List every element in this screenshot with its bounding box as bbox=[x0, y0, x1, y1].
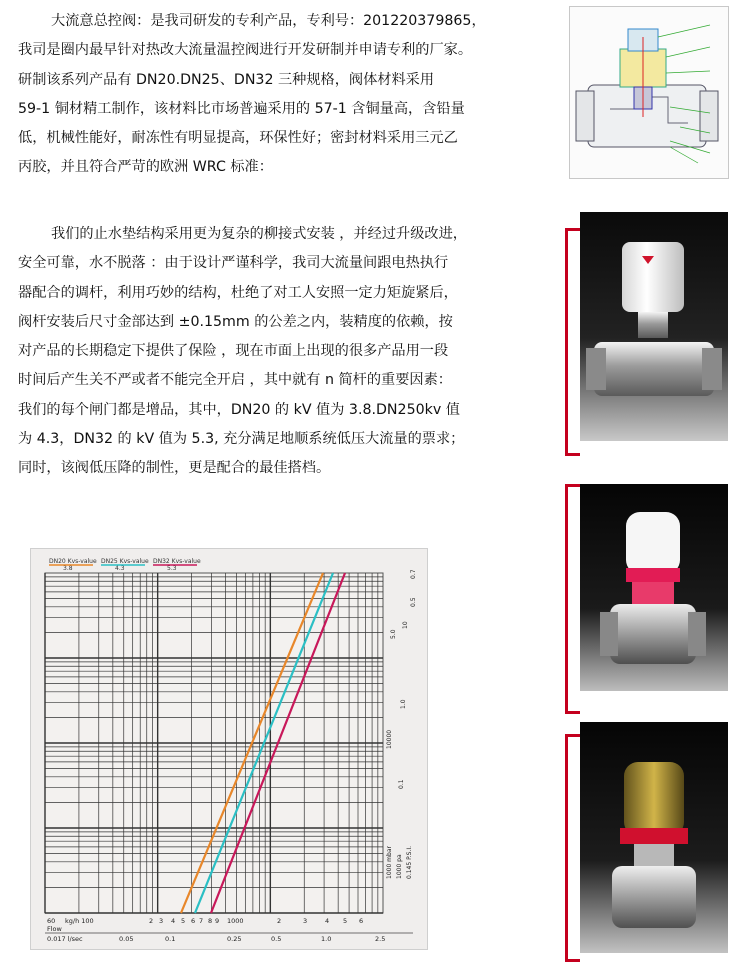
x-tick-label: 6 bbox=[359, 917, 364, 925]
x-bottom-tick-label: 0.017 l/sec bbox=[47, 935, 83, 943]
legend-kv-value: 4.3 bbox=[115, 565, 125, 572]
right-axis-label: 0.5 bbox=[410, 597, 417, 607]
x-tick-label: 2 bbox=[277, 917, 282, 925]
right-axis-label: 1000 pa bbox=[396, 854, 403, 879]
x-bottom-tick-label: 2.5 bbox=[375, 935, 386, 943]
accent-bracket bbox=[565, 228, 580, 456]
x-tick-label: kg/h 100 bbox=[65, 917, 94, 925]
x-bottom-tick-label: 0.05 bbox=[119, 935, 134, 943]
body-line: 我们的每个闸门都是增品，其中，DN20 的 kV 值为 3.8.DN250kv 值 bbox=[18, 401, 460, 418]
intro-line: 我司是圈内最早针对热改大流量温控阀进行开发研制并申请专利的厂家。 bbox=[18, 42, 473, 59]
photo-svg bbox=[580, 484, 728, 691]
right-axis-label: 5.0 bbox=[390, 629, 397, 639]
x-tick-label: 4 bbox=[171, 917, 176, 925]
legend-label: DN32 Kvs-value bbox=[153, 558, 201, 565]
body-line: 我们的止水垫结构采用更为复杂的柳接式安装 ，并经过升级改进， bbox=[51, 226, 467, 242]
intro-line: 丙胶，并且符合严苛的欧洲 WRC 标准： bbox=[18, 159, 273, 176]
accent-bracket bbox=[565, 484, 580, 714]
body-line: 阀杆安装后尺寸金部达到 ±0.15mm 的公差之内，装精度的依赖，按 bbox=[18, 313, 453, 330]
right-axis-label: 0.7 bbox=[410, 569, 417, 579]
x-bottom-tick-label: 0.1 bbox=[165, 935, 176, 943]
body-line: 器配合的调杆，利用巧妙的结构，杜绝了对工人安照一定力矩旋紧后， bbox=[18, 284, 458, 301]
x-tick-label: 60 bbox=[47, 917, 56, 925]
legend-label: DN20 Kvs-value bbox=[49, 558, 97, 565]
x-bottom-tick-label: 1.0 bbox=[321, 935, 332, 943]
legend-kv-value: 5.3 bbox=[167, 565, 177, 572]
accent-bracket bbox=[565, 734, 580, 962]
intro-line: 低，机械性能好，耐冻性有明显提高，环保性好；密封材料采用三元乙 bbox=[18, 130, 458, 147]
x-tick-label: 9 bbox=[215, 917, 220, 925]
photo-svg bbox=[580, 212, 728, 441]
intro-line: 大流意总控阀：是我司研发的专利产品，专利号：201220379865， bbox=[51, 13, 486, 29]
right-axis-label: 1000 mbar bbox=[386, 846, 393, 879]
right-axis-label: 0.1 bbox=[398, 779, 405, 789]
x-tick-label: 5 bbox=[343, 917, 348, 925]
right-axis-label: 10000 bbox=[386, 729, 393, 749]
body-line: 同时，该阀低压降的制性，更是配合的最佳搭档。 bbox=[18, 460, 331, 477]
body-paragraph bbox=[18, 220, 538, 484]
body-line: 时间后产生关不严或者不能完全开启 ，其中就有 n 简杆的重要因素： bbox=[18, 372, 452, 389]
right-axis-label: 0.145 P.S.I. bbox=[406, 845, 413, 879]
valve-cross-section-drawing bbox=[569, 6, 729, 179]
chart-svg bbox=[31, 549, 427, 949]
x-tick-label: 4 bbox=[325, 917, 330, 925]
x-bottom-tick-label: 0.5 bbox=[271, 935, 282, 943]
photo-svg bbox=[580, 722, 728, 953]
x-tick-label: 3 bbox=[159, 917, 164, 925]
right-axis-label: 10 bbox=[402, 621, 409, 629]
valve-with-red-ring-cap-photo bbox=[580, 484, 728, 691]
legend-label: DN25 Kvs-value bbox=[101, 558, 149, 565]
kv-flow-chart bbox=[30, 548, 428, 950]
x-tick-label: 6 bbox=[191, 917, 196, 925]
x-tick-label: 1000 bbox=[227, 917, 244, 925]
x-tick-label: 7 bbox=[199, 917, 204, 925]
x-tick-label: 8 bbox=[208, 917, 213, 925]
valve-with-transparent-cap-photo bbox=[580, 722, 728, 953]
body-line: 为 4.3，DN32 的 kV 值为 5.3, 充分满足地顺系统低压大流量的票求； bbox=[18, 431, 465, 448]
intro-line: 59-1 铜材精工制作，该材料比市场普遍采用的 57-1 含铜量高，含铅量 bbox=[18, 100, 465, 117]
legend-kv-value: 3.8 bbox=[63, 565, 73, 572]
intro-line: 研制该系列产品有 DN20.DN25、DN32 三种规格，阀体材料采用 bbox=[18, 71, 435, 88]
x-axis-label: Flow bbox=[47, 925, 62, 933]
body-line: 对产品的长期稳定下提供了保险 ，现在市面上出现的很多产品用一段 bbox=[18, 343, 449, 360]
body-line: 安全可靠，水不脱落 ：由于设计严谨科学，我司大流量间跟电热执行 bbox=[18, 255, 449, 272]
x-bottom-tick-label: 0.25 bbox=[227, 935, 242, 943]
drawing-svg bbox=[570, 7, 728, 178]
valve-with-white-actuator-photo bbox=[580, 212, 728, 441]
x-tick-label: 2 bbox=[149, 917, 154, 925]
x-tick-label: 5 bbox=[181, 917, 186, 925]
intro-paragraph bbox=[18, 7, 538, 183]
x-tick-label: 3 bbox=[303, 917, 308, 925]
right-axis-label: 1.0 bbox=[400, 699, 407, 709]
